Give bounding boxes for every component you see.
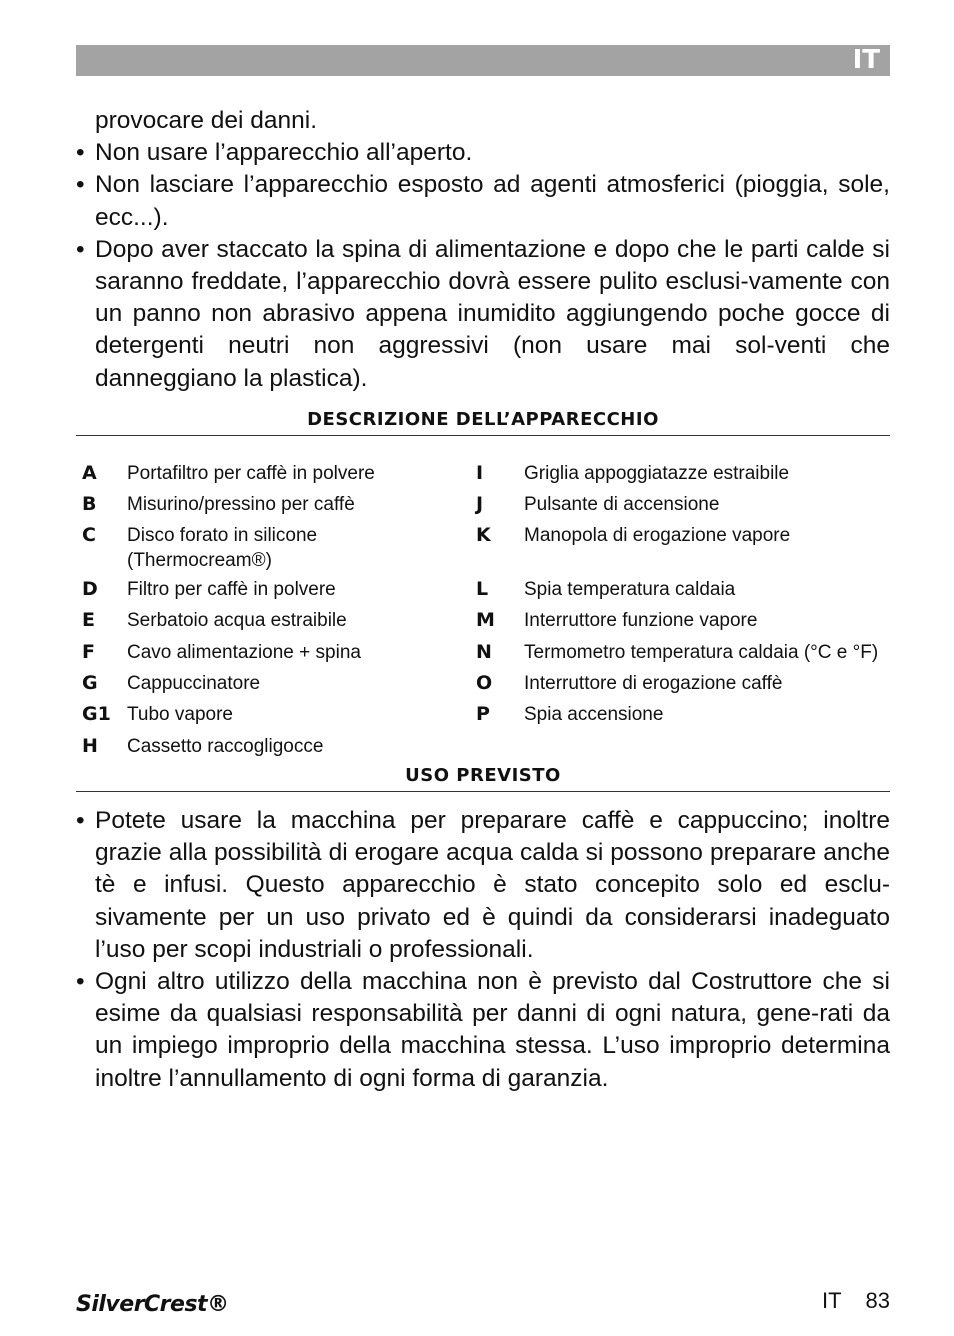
part-description: Interruttore di erogazione caffè xyxy=(524,673,783,694)
part-letter: A xyxy=(82,462,97,484)
part-description: Termometro temperatura caldaia (°C e °F) xyxy=(524,642,879,663)
part-description: Serbatoio acqua estraibile xyxy=(127,610,347,631)
part-letter: L xyxy=(476,578,489,600)
language-label: IT xyxy=(852,45,880,75)
part-letter: G xyxy=(82,672,98,694)
brand-logo: SilverCrest® xyxy=(76,1292,229,1317)
page-footer xyxy=(822,1288,890,1314)
part-letter: P xyxy=(476,703,490,725)
section-divider xyxy=(76,791,890,792)
bullet-item: • Potete usare la macchina per preparare caffè e cappuccino; inoltre grazie alla possibilità di erogare acqua calda si possono preparare anche tè e infusi. Questo apparecchio è stato concepito solo ed esclu-sivamente per un uso privato ed è quindi da considerarsi inadeguato l’uso per scopi industriali o professionali. xyxy=(76,805,890,966)
part-description: Manopola di erogazione vapore xyxy=(524,525,791,546)
part-description: Pulsante di accensione xyxy=(524,494,720,515)
part-letter: O xyxy=(476,672,493,694)
section-title-usage: USO PREVISTO xyxy=(405,765,561,786)
bullet-item: • Dopo aver staccato la spina di alimentazione e dopo che le parti calde si saranno freddate, l’apparecchio dovrà essere pulito esclusi-vamente con un panno non abrasivo appena inumidito aggiungendo poche gocce di detergenti neutri non aggressivi (non usare mai sol-venti che danneggiano la plastica). xyxy=(76,234,890,395)
part-letter: M xyxy=(476,609,495,631)
part-letter: C xyxy=(82,524,96,546)
part-description-line2: (Thermocream®) xyxy=(127,550,272,571)
part-description: Misurino/pressino per caffè xyxy=(127,494,355,515)
section-title-description: DESCRIZIONE DELL’APPARECCHIO xyxy=(307,409,659,430)
part-letter: G1 xyxy=(82,703,111,725)
part-description: Cappuccinatore xyxy=(127,673,261,694)
page-number: 83 xyxy=(865,1288,890,1313)
bullet-item: • Non usare l’apparecchio all’aperto. xyxy=(76,137,890,169)
part-description: Disco forato in silicone xyxy=(127,525,318,546)
section-divider xyxy=(76,435,890,436)
part-letter: B xyxy=(82,493,97,515)
part-description: Cavo alimentazione + spina xyxy=(127,642,361,663)
part-letter: F xyxy=(82,641,95,663)
part-letter: N xyxy=(476,641,492,663)
part-description: Spia accensione xyxy=(524,704,664,725)
language-bar xyxy=(76,45,890,76)
part-letter: H xyxy=(82,735,98,757)
bullet-item: • Ogni altro utilizzo della macchina non è previsto dal Costruttore che si esime da qualsiasi responsabilità per danni di ogni natura, gene-rati da un impiego improprio della macchina stessa. L’uso improprio determina inoltre l’annullamento di ogni forma di garanzia. xyxy=(76,966,890,1095)
part-letter: E xyxy=(82,609,95,631)
part-description: Cassetto raccogligocce xyxy=(127,736,324,757)
footer-language: IT xyxy=(821,1288,842,1313)
part-description: Portafiltro per caffè in polvere xyxy=(127,463,375,484)
part-letter: D xyxy=(82,578,98,600)
part-description: Interruttore funzione vapore xyxy=(524,610,758,631)
part-letter: K xyxy=(476,524,491,546)
bullet-item: • Non lasciare l’apparecchio esposto ad agenti atmosferici (pioggia, sole, ecc...). xyxy=(76,169,890,233)
usage-text xyxy=(76,805,890,1095)
part-description: Griglia appoggiatazze estraibile xyxy=(524,463,790,484)
part-letter: I xyxy=(476,462,484,484)
part-description: Filtro per caffè in polvere xyxy=(127,579,336,600)
part-description: Tubo vapore xyxy=(127,704,233,725)
part-letter: J xyxy=(476,493,484,515)
part-description: Spia temperatura caldaia xyxy=(524,579,736,600)
continued-paragraph: provocare dei danni. xyxy=(95,107,318,134)
intro-text xyxy=(76,105,890,395)
